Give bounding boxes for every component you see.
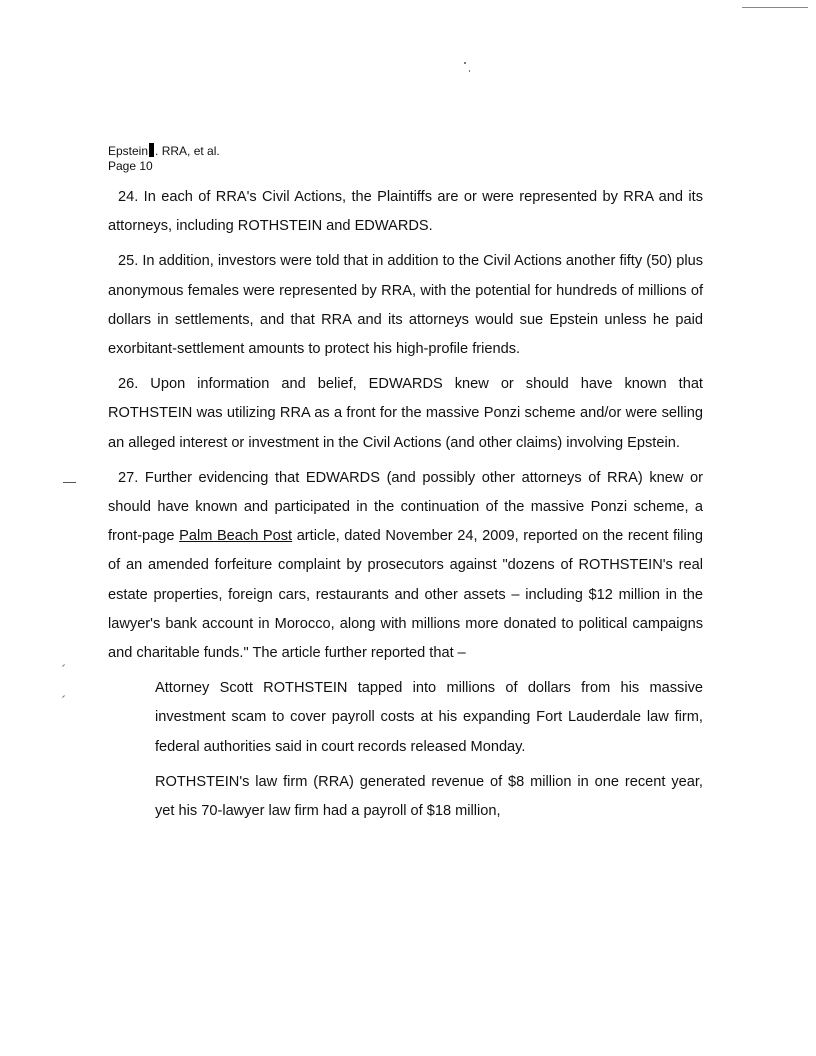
margin-mark: [63, 482, 76, 483]
paragraph-24: 24. In each of RRA's Civil Actions, the Plaintiffs are or were represented by RRA and its attorneys, including ROTHSTEIN and EDWARDS.: [108, 189, 703, 235]
redaction-block: [149, 143, 154, 157]
paragraph-27-text-b: article, dated November 24, 2009, reported on the recent filing of an amended forfeiture complaint by prosecutors against "dozens of ROTHSTEIN's real estate properties, foreign cars, restaurants and other assets – including $12 million in the lawyer's bank account in Morocco, along with millions more donated to political campaigns and charitable funds." The article further reported that –: [108, 528, 703, 662]
paragraph-25: 25. In addition, investors were told that in addition to the Civil Actions another fifty (50) plus anonymous females were represented by RRA, with the potential for hundreds of millions of dollars in settlements, and that RRA and its attorneys would sue Epstein unless he paid exorbitant-settlement amounts to protect his high-profile friends.: [108, 253, 703, 358]
scan-speck: [62, 695, 65, 698]
case-caption: [108, 143, 220, 159]
scan-speck: [62, 664, 65, 667]
paragraph-26: 26. Upon information and belief, EDWARDS knew or should have known that ROTHSTEIN was utilizing RRA as a front for the massive Ponzi scheme and/or were selling an alleged interest or investment in the Civil Actions (and other claims) involving Epstein.: [108, 376, 703, 451]
block-quote-2: ROTHSTEIN's law firm (RRA) generated revenue of $8 million in one recent year, yet his 70-lawyer law firm had a payroll of $18 million,: [155, 773, 703, 820]
paragraph-27-text-a: 27. Further evidencing that EDWARDS (and possibly other attorneys of RRA) knew or should have known and participated in the continuation of the massive Ponzi scheme, a front-page: [108, 469, 703, 545]
case-caption-left: Epstein: [108, 144, 149, 158]
scan-artifact-line: [742, 7, 808, 8]
page-number: Page 10: [108, 159, 153, 173]
scan-speck: [469, 70, 470, 72]
page-header: [108, 143, 220, 174]
paragraph-27: [108, 464, 703, 668]
scan-speck: [464, 62, 466, 64]
block-quote-1: Attorney Scott ROTHSTEIN tapped into millions of dollars from his massive investment scam to cover payroll costs at his expanding Fort Lauderdale law firm, federal authorities said in court records released Monday.: [155, 680, 703, 755]
publication-name: Palm Beach Post: [179, 528, 293, 545]
document-body: [108, 183, 703, 832]
case-caption-right: . RRA, et al.: [155, 144, 220, 158]
